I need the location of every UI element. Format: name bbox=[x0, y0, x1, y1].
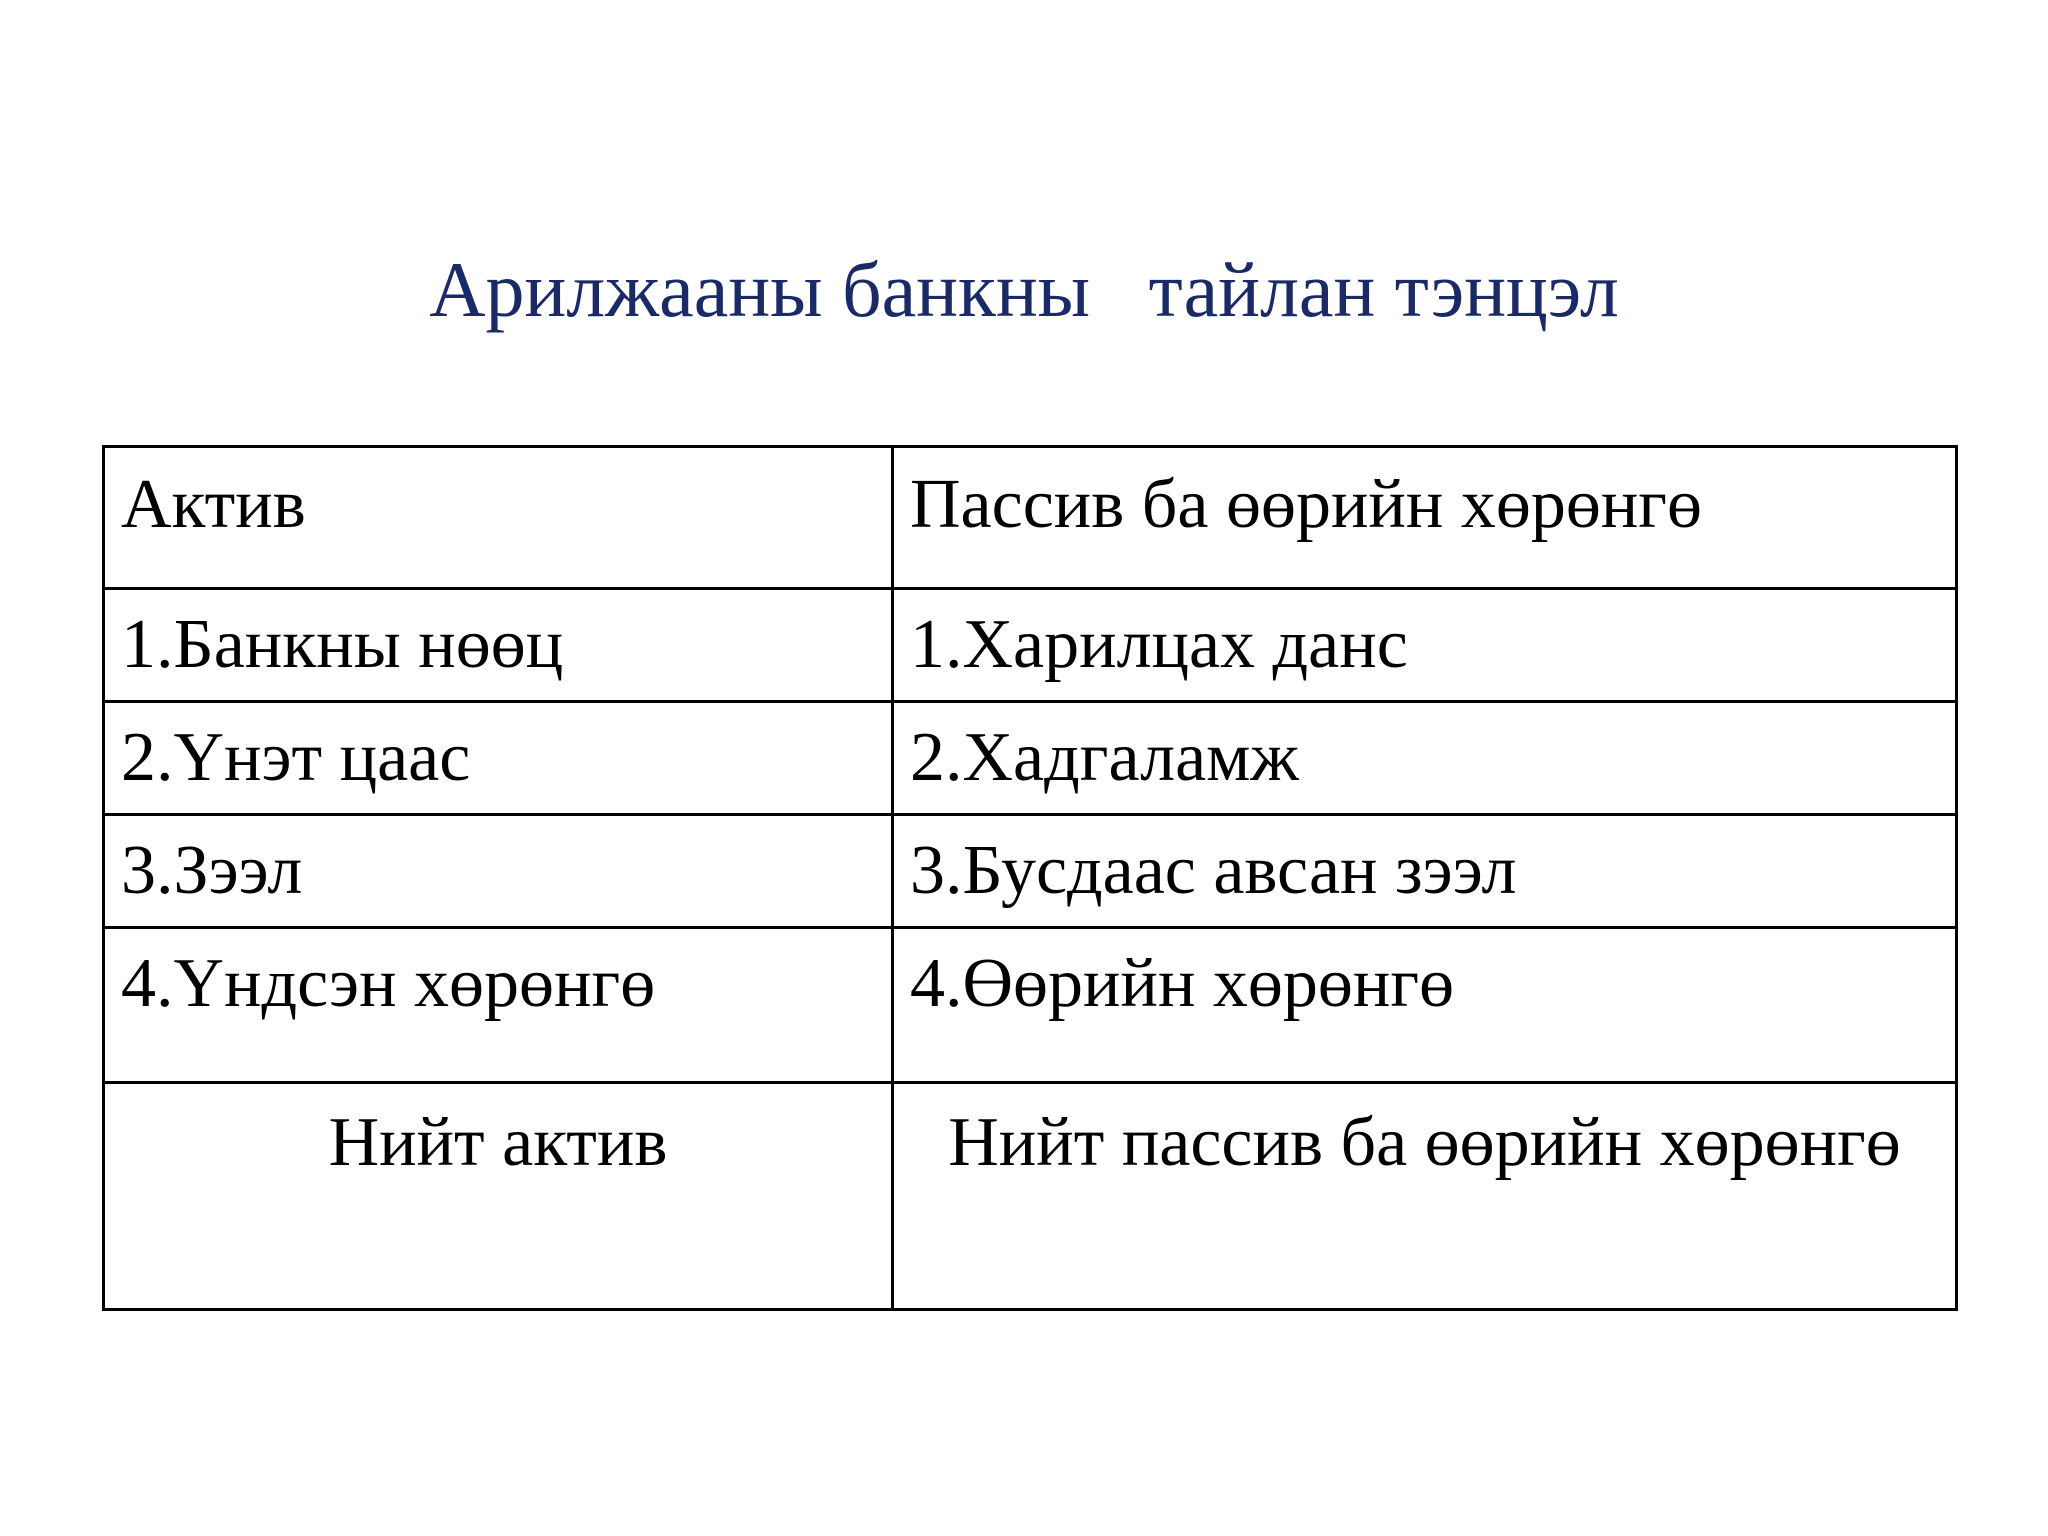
balance-sheet-table bbox=[102, 445, 1958, 1311]
header-assets: Актив bbox=[104, 447, 893, 589]
total-liabilities: Нийт пассив ба өөрийн хөрөнгө bbox=[893, 1083, 1957, 1310]
liability-cell: 3.Бусдаас авсан зээл bbox=[893, 815, 1957, 928]
header-liabilities: Пассив ба өөрийн хөрөнгө bbox=[893, 447, 1957, 589]
total-assets: Нийт актив bbox=[104, 1083, 893, 1310]
liability-cell: 1.Харилцах данс bbox=[893, 589, 1957, 702]
asset-cell: 4.Үндсэн хөрөнгө bbox=[104, 928, 893, 1083]
table-row bbox=[104, 928, 1957, 1083]
slide-title: Арилжааны банкны тайлан тэнцэл bbox=[429, 246, 1619, 333]
liability-cell: 2.Хадгаламж bbox=[893, 702, 1957, 815]
table-row bbox=[104, 589, 1957, 702]
liability-cell: 4.Өөрийн хөрөнгө bbox=[893, 928, 1957, 1083]
table-total-row bbox=[104, 1083, 1957, 1310]
asset-cell: 3.Зээл bbox=[104, 815, 893, 928]
asset-cell: 1.Банкны нөөц bbox=[104, 589, 893, 702]
table-header-row bbox=[104, 447, 1957, 589]
table-row bbox=[104, 815, 1957, 928]
asset-cell: 2.Үнэт цаас bbox=[104, 702, 893, 815]
table-row bbox=[104, 702, 1957, 815]
